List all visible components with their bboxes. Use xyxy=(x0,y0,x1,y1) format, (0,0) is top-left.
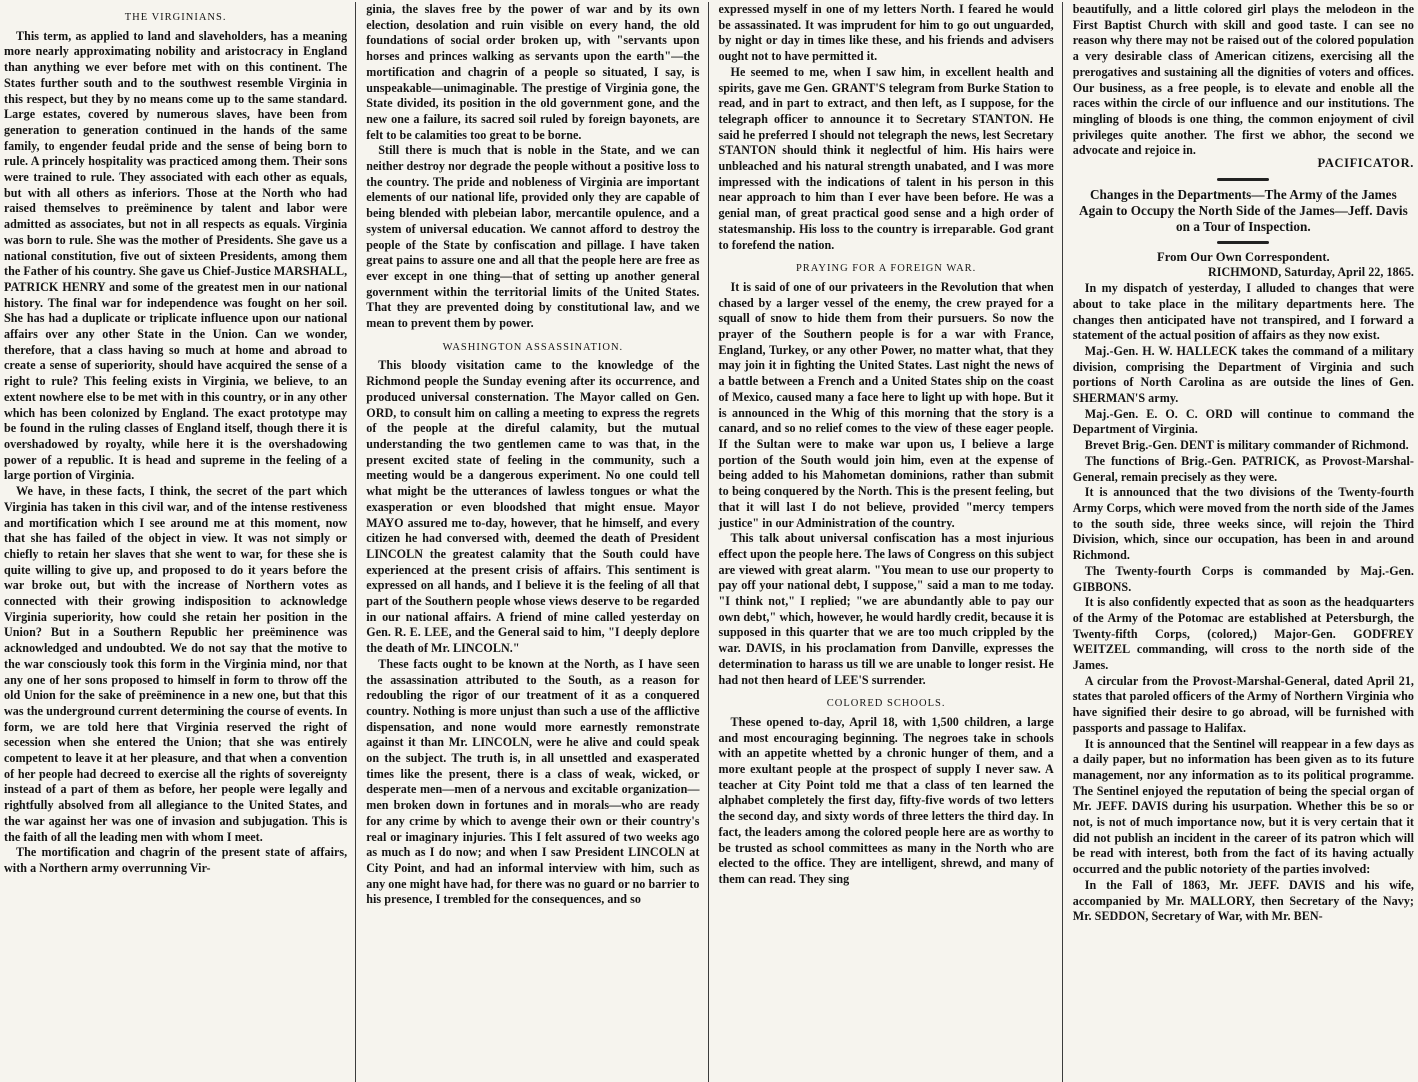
paragraph: The functions of Brig.-Gen. PATRICK, as Provost-Marshal-General, remain precisely as they were. xyxy=(1072,453,1414,484)
paragraph: This talk about universal confiscation has a most injurious effect upon the people here. The laws of Congress on this subject are viewed with great alarm. "You mean to use our property to pay off your national debt, I suppose," said a man to me today. "I think not," I replied; "we are abundantly able to pay our own debt," which, however, he would hardly credit, because it is supposed in this quarter that we are too much crippled by the war. DAVIS, in his proclamation from Danville, expresses the determination to harass us till we are unable to longer resist. He had not then heard of LEE'S surrender. xyxy=(718,531,1054,687)
paragraph: It is announced that the two divisions of the Twenty-fourth Army Corps, which were moved from the north side of the James to the south side, three weeks since, will rejoin the Third Division, which, since our occupation, has been in and around Richmond. xyxy=(1072,485,1414,563)
paragraph: These facts ought to be known at the North, as I have seen the assassination attributed to the South, as a reason for redoubling the rigor of our treatment of it as a conquered country. Nothing is more unjust than such a use of the afflictive dispensation, and none would more earnestly remonstrate against it than Mr. LINCOLN, were he alive and could speak on the subject. The truth is, in all unsettled and exasperated times like the present, there is a class of weak, wicked, or desperate men—men of a nervous and excitable organization—men broken down in fortunes and in morals—who are ready for any crime by which to avenge their own or their country's real or imaginary injuries. This I felt assured of two weeks ago as much as I do now; and when I saw President LINCOLN at City Point, and had an informal interview with him, such as any one might have had, for there was no guard or no barrier to his presence, I trembled for the consequences, and so xyxy=(366,656,700,907)
section-heading-washington-assassination: WASHINGTON ASSASSINATION. xyxy=(442,341,624,353)
paragraph: It is also confidently expected that as soon as the headquarters of the Army of the Potomac are established at Petersburgh, the Twenty-fifth Corps, (colored,) Major-Gen. GODFREY WEITZEL commanding, will cross to the north side of the James. xyxy=(1072,595,1414,673)
section-heading-colored-schools: COLORED SCHOOLS. xyxy=(826,698,946,710)
paragraph: The Twenty-fourth Corps is commanded by Maj.-Gen. GIBBONS. xyxy=(1072,563,1414,594)
paragraph: This bloody visitation came to the knowledge of the Richmond people the Sunday evening after its occurrence, and produced universal consternation. The Mayor called on Gen. ORD, to consult him on calling a meeting to express the regrets of the people at the direful calamity, but the mutual understanding the two gentlemen came to was that, in the present excited state of feeling in the community, such a meeting would be a dangerous experiment. No one could tell what might be the utterances of lawless tongues or what the exasperation or even bloodshed that might ensue. Mayor MAYO assured me to-day, however, that he himself, and every citizen he had conversed with, deemed the death of President LINCOLN the greatest calamity that the South could have experienced at the present crisis of affairs. This sentiment is expressed on all hands, and I believe it is the feeling of all that part of the Southern people whose views deserve to be regarded in our national affairs. A friend of mine called yesterday on Gen. R. E. LEE, and the General said to him, "I deeply deplore the death of Mr. LINCOLN." xyxy=(366,358,700,656)
paragraph: It is said of one of our privateers in the Revolution that when chased by a larger vessel of the enemy, the crew prayed for a squall of snow to hide them from their pursuers. So now the prayer of the Southern people is for a war with France, England, Turkey, or any other Power, no matter what, that they may join it in fighting the United States. Last night the news of a battle between a French and a United States ship on the coast of Mexico, caused many a face here to light up with hope. But it is announced in the Whig of this morning that the story is a canard, and so no relief comes to the view of these eager people. If the Sultan were to make war upon us, I believe a large portion of the South would join him, even at the expense of being added to his Mahometan dominions, rather than submit to being conquered by the North. This is the present feeling, but that it will last I do not believe, provided "mercy tempers justice" in our Administration of the country. xyxy=(718,279,1054,530)
section-heading-virginians: THE VIRGINIANS. xyxy=(124,12,227,23)
paragraph: beautifully, and a little colored girl plays the melodeon in the First Baptist Church with skill and good taste. I can see no reason why there may not be raised out of the colored population a very desirable class of American citizens, exercising all the prerogatives and sustaining all the dignities of voters and offices. Our business, as a free people, is to elevate and enoble all the races within the circle of our influence and our institutions. The mingling of bloods is one thing, the common enjoyment of civil privileges quite another. The first we abhor, the second we advocate and rejoice in. xyxy=(1072,2,1414,158)
dateline: RICHMOND, Saturday, April 22, 1865. xyxy=(1207,265,1414,280)
paragraph: In the Fall of 1863, Mr. JEFF. DAVIS and his wife, accompanied by Mr. MALLORY, then Secretary of the Navy; Mr. SEDDON, Secretary of War, with Mr. BEN- xyxy=(1072,877,1414,924)
paragraph: The mortification and chagrin of the present state of affairs, with a Northern army overrunning Vir- xyxy=(4,845,348,875)
paragraph: Brevet Brig.-Gen. DENT is military commander of Richmond. xyxy=(1084,438,1409,453)
column-1 xyxy=(0,2,355,1080)
author-signature: PACIFICATOR. xyxy=(1317,156,1414,171)
paragraph: These opened to-day, April 18, with 1,500 children, a large and most encouraging beginning. The negroes take in schools with an appetite whetted by a chronic hunger of them, and a more exultant people at the prospect of supply I never saw. A teacher at City Point told me that a class of ten learned the alphabet completely the first day, fifty-five words of two letters the second day, and sixty words of three letters the third day. In fact, the leaders among the colored people here are as worthy to be trusted as school committees as many in the North who are elected to the office. They are intelligent, shrewd, and many of them can read. They sing xyxy=(718,714,1054,886)
ornamental-rule xyxy=(1217,241,1269,244)
paragraph: ginia, the slaves free by the power of war and by its own election, desolation and ruin visible on every hand, the old foundations of social order broken up, with "servants upon horses and princes walking as servants upon the earth"—the mortification and chagrin of a people so situated, I say, is unspeakable—unimaginable. The prestige of Virginia gone, the State divided, its position in the old government gone, and the new one a failure, its sacred soil ruled by foreign bayonets, are felt to be calamities too great to be borne. xyxy=(366,2,700,142)
column-2 xyxy=(356,2,707,1080)
article-headline: Changes in the Departments—The Army of the James Again to Occupy the North Side of the James—Jeff. Davis on a Tour of Inspection. xyxy=(1079,186,1408,234)
paragraph: A circular from the Provost-Marshal-General, dated April 21, states that paroled officers of the Army of Northern Virginia who have signified their desire to go abroad, will be furnished with passports and passage to Halifax. xyxy=(1072,673,1414,735)
paragraph: This term, as applied to land and slaveholders, has a meaning more nearly approximating nobility and aristocracy in England than anything we ever before met with on this continent. The States further south and to the southwest resemble Virginia in this respect, but they by no means come up to the same standard. Large estates, covered by numerous slaves, have been from generation to generation continued in the hands of the same family, to engender feudal pride and the sense of being born to rule. A princely hospitality was practiced among them. Their sons were trained to rule. They associated with each other as equals, but with all others as inferiors. Those at the North who had raised themselves to preëminence by talent and labor were admitted as associates, but not in all respects as equals. Virginia was born to rule. She was the mother of Presidents. She gave us a national constitution, five out of sixteen Presidents, among them the Father of his country. She gave us Chief-Justice MARSHALL, PATRICK HENRY and some of the greatest men in our national history. The final war for independence was fought on her soil. She has had a duplicate or triplicate influence upon our national affairs over any other State in the Union. Can we wonder, therefore, that a class having so much at home and abroad to create a sense of superiority, should have acquired the sense of a right to rule? This feeling exists in Virginia, we believe, to an extent nowhere else to be met with in this country, or in any other which has been colonized by England. The exact prototype may be found in the ruling classes of England itself, though there it is overshadowed by royalty, while here it is the overshadowing power of a republic. It is head and supreme in the feeling of a large portion of Virginia. xyxy=(4,28,348,483)
byline: From Our Own Correspondent. xyxy=(1156,249,1330,264)
paragraph: We have, in these facts, I think, the secret of the part which Virginia has taken in this civil war, and of the intense restiveness and mortification which I see around me at this moment, now that she has failed of the object in view. It was not simply or chiefly to retain her slaves that she went to war, for these she is quite willing to give up, and proposed to do it years before the war broke out, but with the increase of Northern votes as connected with their growing indisposition to acknowledge Virginia superiority, how could she retain her position in the Union? But in a Southern Republic her preëminence was acknowledged and undoubted. We do not say that the motive to the war consciously took this form in the Virginia mind, nor that any one of her sons proposed to himself in form to throw off the old Union for the sake of preëminence in a new one, but that this was the underground current determining the course of events. In form, we are told here that Virginia reserved the right of secession when she entered the Union; that she was entirely competent to leave it at her pleasure, and that when a convention of her people had decreed to exercise all the rights of sovereignty instead of a part of them as before, her people were legally and rightfully absolved from all allegiance to the United States, and the war against her was one of invasion and subjugation. This is the faith of all the leading men with whom I meet. xyxy=(4,484,348,844)
column-3 xyxy=(709,2,1062,1080)
paragraph: He seemed to me, when I saw him, in excellent health and spirits, gave me Gen. GRANT'S telegram from Burke Station to read, and in part to extract, and then left, as I suppose, for the telegraph officer to announce it to Secretary STANTON. He said he preferred I should not telegraph the news, lest Secretary STANTON should think it neglectful of him. His hairs were unbleached and his natural strength unabated, and I was more impressed with the indications of talent in his person in this near approach to him than I ever have been before. He was a genial man, of great practical good sense and a high order of statesmanship. His loss to the country is irreparable. God grant to forefend the nation. xyxy=(718,64,1054,252)
paragraph: It is announced that the Sentinel will reappear in a few days as a daily paper, but no information has been given as to its future management, nor any information as to its political programme. The Sentinel enjoyed the reputation of being the special organ of Mr. JEFF. DAVIS during his usurpation. Whether this be so or not, is not of much importance now, but it is very certain that it did not publish an incident in the career of its patron which will be read with interest, both from the fact of its having actually occurred and the public notoriety of the parties involved: xyxy=(1072,736,1414,877)
paragraph: Still there is much that is noble in the State, and we can neither destroy nor degrade the people without a positive loss to the country. The pride and nobleness of Virginia are important elements of our national life, provided only they are capable of being blended with plebeian labor, mercantile opulence, and a system of universal education. We cannot afford to destroy the people of the State by confiscation and pillage. I have taken great pains to assure one and all that the people here are free as ever except in one thing—that of setting up another general government within the territorial limits of the United States. That they are prevented doing by constitutional law, and we mean to prevent them by power. xyxy=(366,143,700,331)
ornamental-rule xyxy=(1217,178,1269,181)
paragraph: In my dispatch of yesterday, I alluded to changes that were about to take place in the military departments here. The changes then anticipated have not transpired, and I forward a statement of the actual position of affairs as they now exist. xyxy=(1072,281,1414,343)
paragraph: Maj.-Gen. H. W. HALLECK takes the command of a military division, comprising the Department of Virginia and such portions of North Carolina as are outside the lines of Gen. SHERMAN'S army. xyxy=(1072,343,1414,406)
section-heading-foreign-war: PRAYING FOR A FOREIGN WAR. xyxy=(795,263,977,275)
paragraph: expressed myself in one of my letters North. I feared he would be assassinated. It was imprudent for him to go out unguarded, by night or day in times like these, and his friends and advisers ought not to have permitted it. xyxy=(718,2,1054,64)
column-4 xyxy=(1063,2,1418,1080)
paragraph: Maj.-Gen. E. O. C. ORD will continue to command the Department of Virginia. xyxy=(1072,406,1414,437)
